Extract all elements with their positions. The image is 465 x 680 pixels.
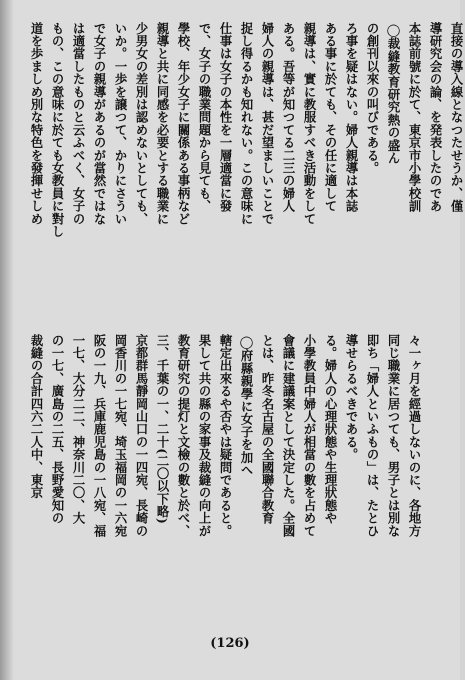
text-column: 導せらるべきである。	[344, 334, 359, 461]
text-column: 仕事は女子の本性を一層適當に發	[218, 22, 233, 213]
text-column: 同じ職業に居つても、男子とは別な	[386, 334, 401, 538]
text-column: 導研究会の論、を発表したのであ	[428, 22, 443, 213]
page-gutter-shadow	[0, 0, 14, 680]
text-column: もの、この意味に於ても女教員に對し	[50, 22, 65, 238]
text-column: 小學教員中婦人が相當の數を占めて	[302, 334, 317, 538]
text-column: ある。吾等が知つてる二三の婦人	[281, 22, 296, 213]
text-column: 果して共の縣の家事及裁縫の向上が	[197, 334, 212, 538]
text-column: 會議に建議案として決定した。全國	[281, 334, 296, 538]
text-column: 親導は、實に教服すべき活動をして	[302, 22, 317, 226]
text-column: で、女子の職業問題から見ても、	[197, 22, 212, 213]
text-column: 本誌前號に於て、東京市小學校訓	[407, 22, 422, 213]
text-column: ◯府縣親學に女子を加へ	[239, 334, 254, 477]
text-column: 轄定出來るや否やは疑問であると。	[218, 334, 233, 538]
text-column: 學校、年少女子に關係ある事柄など	[176, 22, 191, 226]
text-column: 直接の導入線となつたせうか、僅	[449, 22, 464, 213]
text-column: いか。一歩を譲つて、かりにさうい	[113, 22, 128, 226]
text-column: 々一ヶ月を經過しないのに、各地方	[407, 334, 422, 538]
text-column: 教育研究の提灯と文檢の數と於べ、	[176, 334, 191, 538]
text-column: 親導と共に同感を必要とする職業に	[155, 22, 170, 226]
text-column: 京都群馬靜岡山口の一四宛、長崎の	[134, 334, 149, 538]
text-column: 捉し得るかも知れない。この意味に	[239, 22, 254, 226]
text-column: ろ事を疑はない。婦人親導は本誌	[344, 22, 359, 213]
text-column: とは、昨冬名古屋の全國聯合教育	[260, 334, 275, 525]
text-column: 阪の一九、兵庫鹿児島の一八宛、福	[92, 334, 107, 538]
text-column: 三、千葉の一、二十(二〇以下略)	[155, 334, 170, 525]
text-column: で女子の親導があるのが當然ではな	[92, 22, 107, 226]
text-column: の一七、廣島の二五、長野愛知の	[50, 334, 65, 525]
text-column: は適當したものと云ふべく、女子の	[71, 22, 86, 226]
text-column: 岡香川の一七宛、埼玉福岡の一六宛	[113, 334, 128, 538]
upper-text-block	[28, 22, 465, 300]
text-column: 裁縫の合計四六二人中、東京	[29, 334, 44, 500]
text-column: 道を歩ましめ別な特色を發揮せしめ	[29, 22, 44, 226]
page-number: (126)	[210, 636, 250, 651]
lower-text-block	[28, 334, 423, 626]
text-column: 少男女の差別は認めないとしても、	[134, 22, 149, 226]
text-column: の創刊以來の叫びである。	[365, 22, 380, 175]
text-column: ある事に於ても、その任に適して	[323, 22, 338, 213]
text-column: 一七、大分二二、神奈川二〇、大	[71, 334, 86, 525]
text-column: 即ち「婦人といふもの」は、たとひ	[365, 334, 380, 538]
text-column: 婦人の親導は、甚だ望ましいことで	[260, 22, 275, 226]
text-column: ◯裁縫教育研究熱の盛ん	[386, 22, 401, 165]
text-column: る。婦人の心理狀態や生理狀態や	[323, 334, 338, 525]
